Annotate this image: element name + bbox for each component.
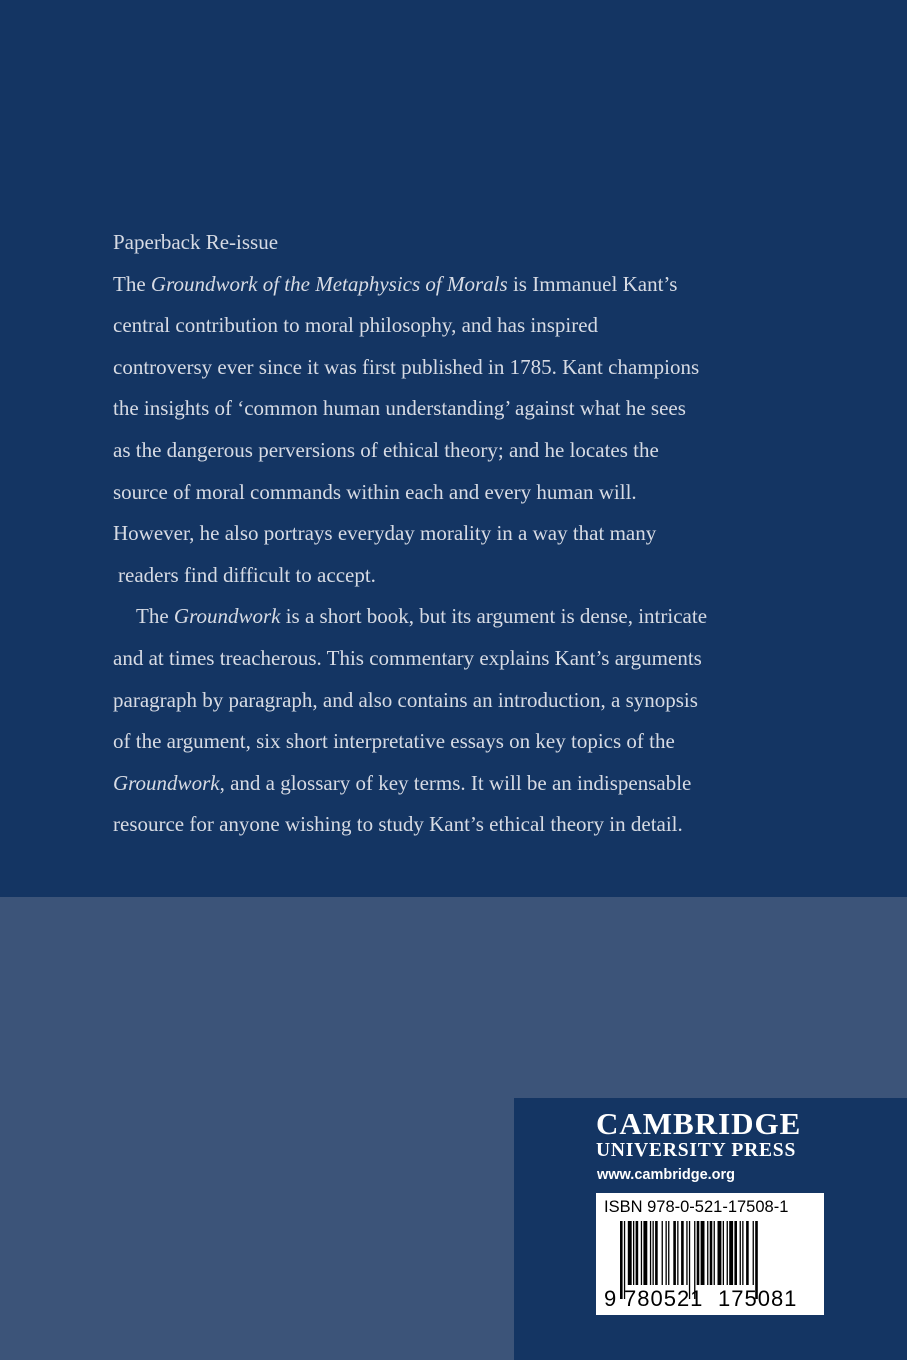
barcode-digits-left: 780521 xyxy=(624,1286,704,1311)
blurb-line: the insights of ‘common human understanding’ against what he sees xyxy=(113,396,686,421)
barcode-digits xyxy=(602,1286,818,1312)
blurb-line: However, he also portrays everyday morality in a way that many xyxy=(113,521,657,546)
barcode-bar xyxy=(734,1221,737,1285)
blurb-line: source of moral commands within each and every human will. xyxy=(113,479,637,504)
barcode-bar xyxy=(633,1221,634,1285)
blurb-line: paragraph by paragraph, and also contains an introduction, a synopsis xyxy=(113,687,698,712)
barcode-bar xyxy=(636,1221,639,1285)
blurb-line: readers find difficult to accept. xyxy=(118,562,376,587)
barcode-bar xyxy=(723,1221,724,1285)
barcode-bar xyxy=(662,1221,663,1285)
barcode-bar xyxy=(710,1221,713,1285)
blurb-line: Groundwork, and a glossary of key terms. It will be an indispensable xyxy=(113,770,692,795)
book-title: Groundwork of the Metaphysics of Morals xyxy=(150,271,508,296)
barcode-bar xyxy=(668,1221,669,1285)
barcode-bar xyxy=(673,1221,676,1285)
isbn-label: ISBN 978-0-521-17508-1 xyxy=(604,1198,789,1216)
barcode-bar xyxy=(701,1221,705,1285)
publisher-logo-subtitle: UNIVERSITY PRESS xyxy=(596,1140,797,1161)
publisher-logo-name: CAMBRIDGE xyxy=(596,1106,802,1141)
blurb-line: and at times treacherous. This commentary explains Kant’s arguments xyxy=(113,645,702,670)
publisher-block xyxy=(514,1098,907,1360)
barcode-bar xyxy=(655,1221,658,1285)
blurb-line: resource for anyone wishing to study Kant’s ethical theory in detail. xyxy=(113,812,683,837)
barcode-bar xyxy=(681,1221,684,1285)
blurb-paragraph-1 xyxy=(113,264,793,597)
barcode-bar xyxy=(740,1221,741,1285)
isbn-barcode-box xyxy=(596,1193,824,1315)
blurb-line: of the argument, six short interpretative essays on key topics of the xyxy=(113,729,675,754)
barcode-bar xyxy=(677,1221,678,1285)
blurb-line: The Groundwork is a short book, but its argument is dense, intricate xyxy=(136,604,708,629)
barcode-bar xyxy=(742,1221,743,1285)
barcode-bar xyxy=(641,1221,642,1285)
blurb-line: The Groundwork of the Metaphysics of Morals is Immanuel Kant’s xyxy=(113,271,678,296)
barcode-bar xyxy=(714,1221,715,1285)
barcode-bar xyxy=(727,1221,728,1285)
barcode-bar xyxy=(686,1221,687,1285)
barcode-bar xyxy=(707,1221,708,1285)
barcode-digits-right: 175081 xyxy=(718,1286,798,1311)
barcode-bar xyxy=(643,1221,647,1285)
barcode-bar xyxy=(653,1221,654,1285)
barcode-bar xyxy=(697,1221,700,1285)
barcode-digit-first: 9 xyxy=(604,1286,617,1311)
barcode-bar xyxy=(650,1221,651,1285)
barcode-bar xyxy=(628,1221,632,1285)
barcode-bar xyxy=(729,1221,733,1285)
back-cover-blurb xyxy=(113,222,793,846)
book-title-short: Groundwork xyxy=(173,604,281,629)
publisher-url: www.cambridge.org xyxy=(597,1167,736,1183)
blurb-line: controversy ever since it was first published in 1785. Kant champions xyxy=(113,354,700,379)
blurb-paragraph-2 xyxy=(113,596,793,846)
blurb-line: as the dangerous perversions of ethical theory; and he locates the xyxy=(113,437,659,462)
edition-label: Paperback Re-issue xyxy=(113,230,279,254)
barcode-bar xyxy=(753,1221,754,1285)
barcode-bar xyxy=(718,1221,722,1285)
barcode-bar xyxy=(746,1221,749,1285)
barcode-bar xyxy=(666,1221,667,1285)
book-title-short: Groundwork xyxy=(113,770,220,795)
blurb-line: central contribution to moral philosophy, and has inspired xyxy=(113,313,599,338)
